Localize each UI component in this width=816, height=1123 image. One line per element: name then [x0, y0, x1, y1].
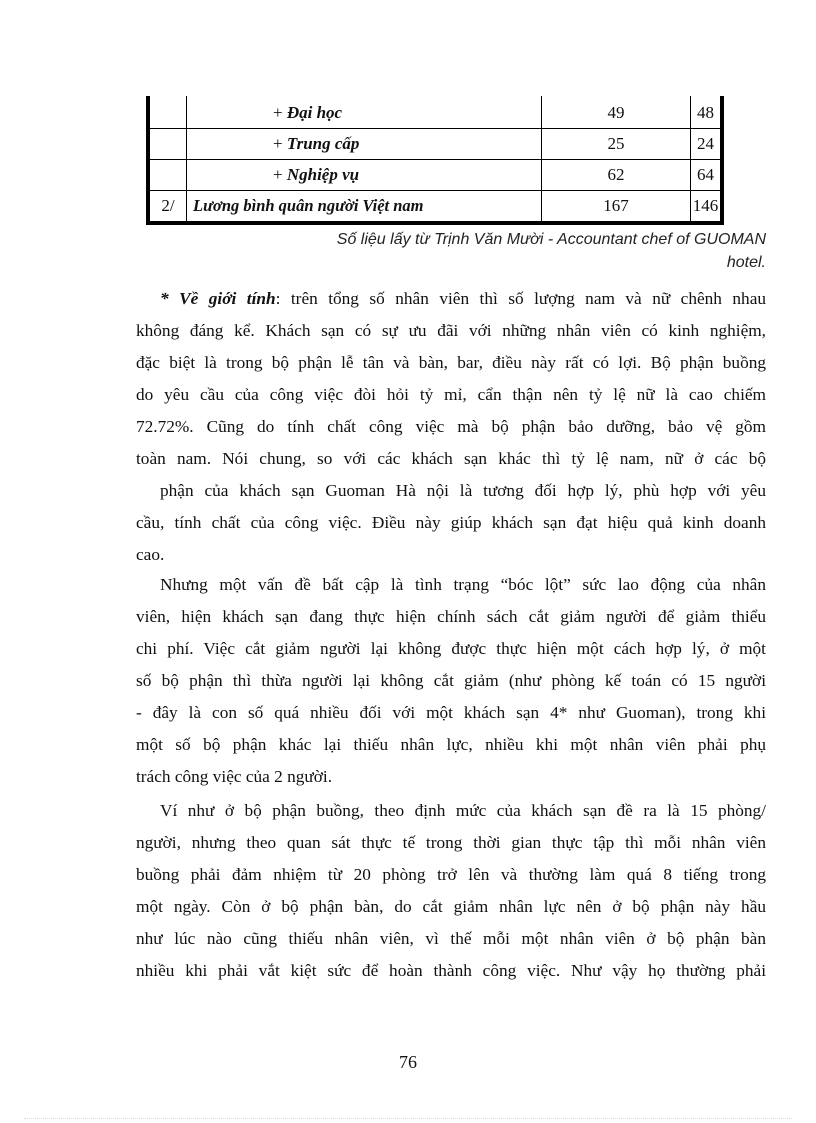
paragraph-line: một ngày. Còn ở bộ phận bàn, do cắt giảm nhân lực nên ở bộ phận này hầu: [136, 897, 766, 916]
row-prefix: +: [273, 103, 287, 122]
paragraph-line: buồng phải đảm nhiệm từ 20 phòng trở lên và thường làm quá 8 tiếng trong: [136, 865, 766, 884]
section-marker: * Về giới tính: [160, 289, 276, 308]
paragraph-line: do yêu cầu của công việc đòi hỏi tỷ mỉ, cẩn thận nên tỷ lệ nữ là cao chiếm: [136, 385, 766, 404]
page-bottom-divider: [24, 1118, 792, 1119]
paragraph-line: trách công việc của 2 người.: [136, 767, 333, 786]
paragraph-line: nhiều khi phải vắt kiệt sức để hoàn thành công việc. Như vậy họ thường phải: [136, 961, 766, 980]
paragraph-line: số bộ phận thì thừa người lại không cắt giảm (như phòng kế toán có 15 người: [136, 671, 766, 690]
paragraph-line: một số bộ phận khác lại thiếu nhân lực, nhiều khi một nhân viên phải phụ: [136, 735, 766, 754]
row-value-2: 48: [691, 96, 720, 129]
paragraph-line: Nhưng một vấn đề bất cập là tình trạng “bóc lột” sức lao động của nhân: [160, 575, 766, 594]
table-row: [150, 96, 720, 129]
source-line-2: hotel.: [726, 254, 766, 271]
paragraph-line: viên, hiện khách sạn đang thực hiện chính sách cắt giảm người để giảm thiểu: [136, 607, 766, 626]
row-value-1: 25: [542, 129, 691, 160]
row-value-1: 62: [542, 160, 691, 191]
row-label-text: Lương bình quân người Việt nam: [193, 196, 424, 215]
table-source-caption: [200, 228, 766, 274]
row-index: 2/: [150, 191, 187, 221]
row-value-1: 49: [542, 96, 691, 129]
row-index: [150, 129, 187, 160]
row-index: [150, 160, 187, 191]
paragraph-line: như lúc nào cũng thiếu nhân viên, vì thế mỗi một nhân viên ở bộ phận bàn: [136, 929, 766, 948]
row-label-text: Trung cấp: [286, 134, 360, 153]
paragraph-line: đặc biệt là trong bộ phận lễ tân và bàn, bar, điều này rất có lợi. Bộ phận buồng: [136, 353, 766, 372]
row-value-1: 167: [542, 191, 691, 221]
paragraph-line: [136, 283, 766, 315]
row-index: [150, 96, 187, 129]
paragraph-line: toàn nam. Nói chung, so với các khách sạn khác thì tỷ lệ nam, nữ ở các bộ: [136, 449, 766, 468]
paragraph-line: 72.72%. Cũng do tính chất công việc mà bộ phận bảo dưỡng, bảo vệ gồm: [136, 417, 766, 436]
row-label-text: Nghiệp vụ: [286, 165, 360, 184]
page-number: 76: [399, 1052, 417, 1072]
row-value-2: 146: [692, 196, 719, 215]
paragraph-line: cao.: [136, 545, 165, 564]
staff-table: [146, 96, 724, 225]
paragraph-line: cầu, tính chất của công việc. Điều này giúp khách sạn đạt hiệu quả kinh doanh: [136, 513, 766, 532]
row-label: [187, 191, 542, 221]
statistics-table: [146, 96, 724, 225]
row-label-text: Đại học: [286, 103, 343, 122]
paragraph-line: phận của khách sạn Guoman Hà nội là tương đối hợp lý, phù hợp với yêu: [160, 481, 766, 500]
paragraph-housekeeping: [136, 795, 766, 987]
row-label: [187, 96, 542, 129]
row-label: [187, 129, 542, 160]
paragraph-line: Ví như ở bộ phận buồng, theo định mức của khách sạn đề ra là 15 phòng/: [160, 801, 766, 820]
line-text: : trên tổng số nhân viên thì số lượng nam và nữ chênh nhau: [275, 289, 767, 308]
paragraph-gender: [136, 283, 766, 571]
row-value-2: 64: [691, 160, 720, 191]
paragraph-line: không đáng kể. Khách sạn có sự ưu đãi với những nhân viên có kinh nghiệm,: [136, 321, 766, 340]
table-row-total: [150, 191, 720, 221]
row-prefix: +: [273, 165, 287, 184]
row-prefix: +: [273, 134, 287, 153]
row-label: [187, 160, 542, 191]
table-row: [150, 129, 720, 160]
row-value-2: 24: [691, 129, 720, 160]
table-row: [150, 160, 720, 191]
paragraph-line: người, nhưng theo quan sát thực tế trong thời gian thực tập thì mỗi nhân viên: [136, 833, 766, 852]
paragraph-line: - đây là con số quá nhiều đối với một khách sạn 4* như Guoman), trong khi: [136, 703, 766, 722]
paragraph-line: chi phí. Việc cắt giảm người lại không được thực hiện một cách hợp lý, ở một: [136, 639, 766, 658]
paragraph-exploitation: [136, 569, 766, 793]
source-line-1: Số liệu lấy từ Trịnh Văn Mười - Accountant chef of GUOMAN: [336, 231, 766, 248]
